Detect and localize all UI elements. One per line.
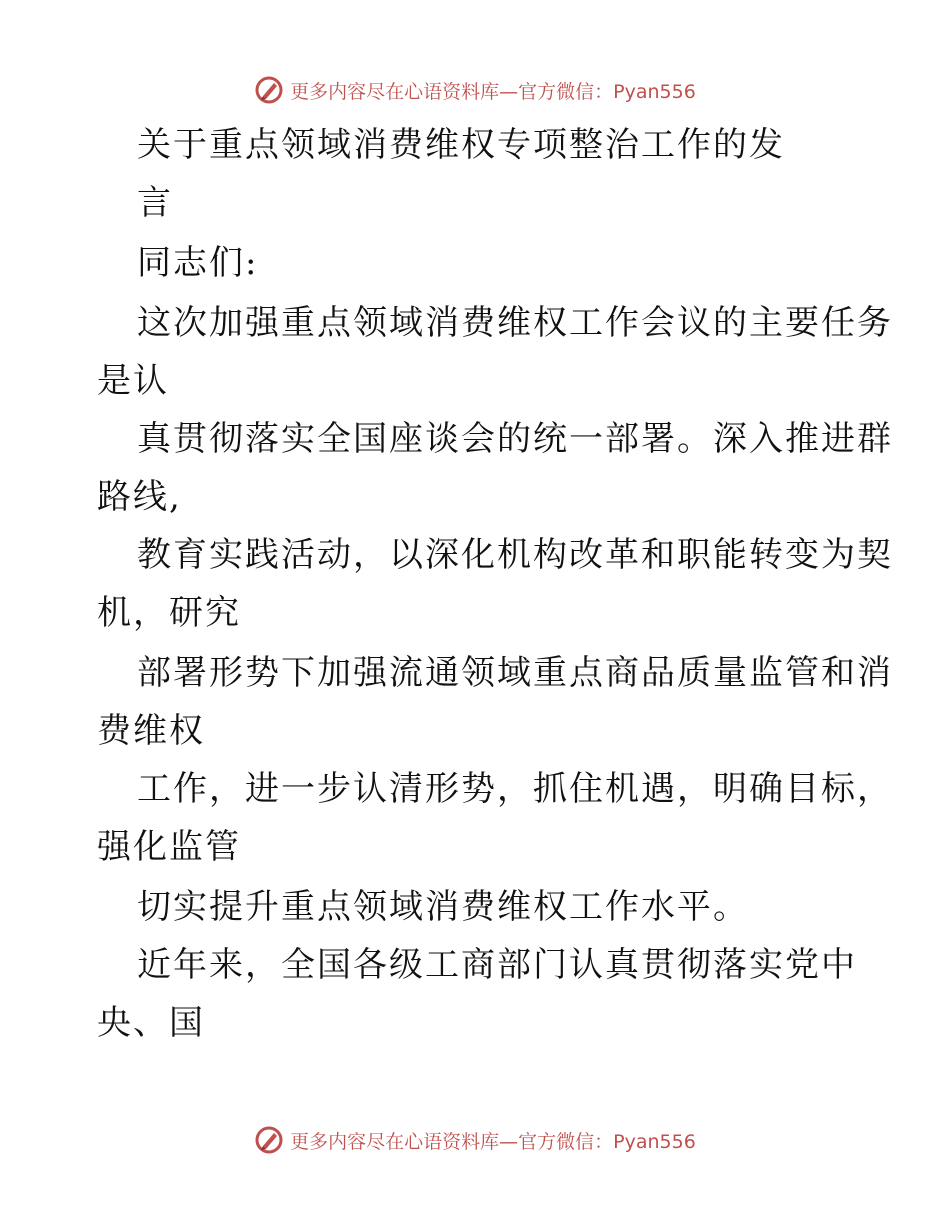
header-watermark: [0, 70, 950, 110]
paragraph-line: 部署形势下加强流通领域重点商品质量监管和消: [137, 653, 893, 693]
footer-watermark: [0, 1120, 950, 1160]
watermark-text: 更多内容尽在心语资料库—官方微信：Pyan556: [290, 80, 696, 103]
paragraph-line: 强化监管: [97, 827, 241, 867]
paragraph-line: 这次加强重点领域消费维权工作会议的主要任务: [137, 303, 893, 343]
paragraph-line: 工作，进一步认清形势，抓住机遇，明确目标，: [137, 769, 893, 809]
paragraph-line: 费维权: [97, 711, 205, 751]
watermark-text: 更多内容尽在心语资料库—官方微信：Pyan556: [290, 1130, 696, 1153]
paragraph-line: 近年来，全国各级工商部门认真贯彻落实党中: [137, 945, 857, 985]
salutation: 同志们:: [137, 243, 259, 283]
title-line: 关于重点领域消费维权专项整治工作的发: [137, 125, 785, 165]
paragraph-line: 机，研究: [97, 593, 241, 633]
paragraph-line: 央、国: [97, 1003, 205, 1043]
paragraph-line: 路线,: [97, 477, 182, 517]
title-line: 言: [137, 183, 173, 223]
pen-logo-icon: [254, 1125, 284, 1155]
paragraph-line: 教育实践活动，以深化机构改革和职能转变为契: [137, 535, 893, 575]
paragraph-line: 是认: [97, 361, 169, 401]
paragraph-line: 真贯彻落实全国座谈会的统一部署。深入推进群: [137, 419, 893, 459]
pen-logo-icon: [254, 75, 284, 105]
paragraph-line: 切实提升重点领域消费维权工作水平。: [137, 887, 749, 927]
